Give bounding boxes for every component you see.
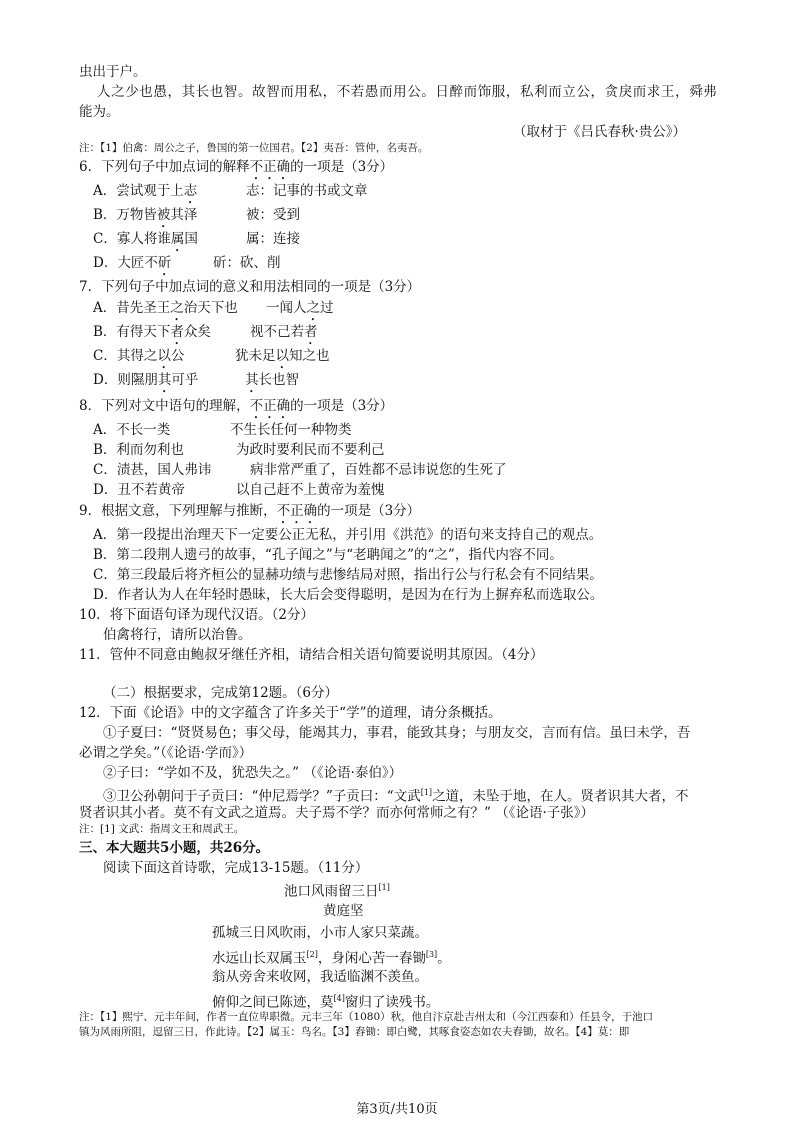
q7-option-d — [93, 372, 198, 396]
poem-text: 。 — [437, 950, 451, 967]
dotted-word: 属 — [170, 231, 185, 247]
q12-quote-1-cont: 必谓之学矣。”（《论语·学而》） — [79, 745, 253, 761]
poem-author: 黄庭坚 — [323, 903, 364, 919]
section-2-heading: （二）根据要求，完成第12题。（6分） — [103, 685, 339, 701]
q6-stem-text: 6．下列句子中加点词的解释 — [79, 159, 250, 175]
option-text: B．有得天下 — [93, 324, 171, 340]
q7-stem: 7．下列句子中加点词的意义和用法相同的一项是（3分） — [79, 279, 421, 295]
q8-stem-text: 的一项是（3分） — [290, 398, 394, 414]
q8-stem — [79, 398, 393, 422]
dotted-word: 以 — [275, 348, 289, 364]
passage-line: 虫出于户。 — [79, 64, 147, 80]
q10-stem: 10．将下面语句译为现代汉语。（2分） — [79, 607, 315, 623]
q8-option-d: D．丑不若黄帝 — [93, 482, 185, 498]
dotted-word: 斫 — [157, 255, 172, 271]
q9-stem-emph: 不正确 — [276, 503, 318, 519]
q8-gloss-a: 不生长任何一种物类 — [230, 422, 352, 438]
poem-line-3: 翁从旁舍来收网，我适临渊不羡鱼。 — [212, 969, 428, 985]
q11-stem: 11．管仲不同意由鲍叔牙继任齐相，请结合相关语句简要说明其原因。（4分） — [79, 647, 544, 663]
option-text: 众矣 — [183, 324, 211, 340]
dotted-word: 之 — [170, 300, 184, 316]
q10-sentence: 伯禽将行，请所以治鲁。 — [103, 627, 252, 643]
q6-gloss-b: 被：受到 — [246, 207, 300, 223]
passage-note: 注：【1】伯禽：周公之子，鲁国的第一位国君。【2】夷吾：管仲，名夷吾。 — [79, 142, 429, 154]
option-text: C．寡人将谁 — [93, 231, 171, 247]
q9-stem-text: 的一项是（3分） — [317, 503, 421, 519]
option-text: D．大匠不 — [93, 255, 158, 271]
dotted-word: 以 — [157, 348, 171, 364]
option-text: B．万物皆 — [93, 207, 157, 223]
poem-line-1: 孤城三日风吹雨，小市人家只菜蔬。 — [212, 925, 428, 941]
q7-option-b — [93, 324, 211, 348]
poem-line-4 — [212, 991, 439, 1011]
poem-line-2 — [212, 947, 451, 967]
q7-option-c — [93, 348, 184, 372]
dotted-word: 志 — [183, 183, 198, 199]
q6-option-d — [93, 255, 171, 279]
q8-gloss-c: 病非常严重了，百姓都不忌讳说您的生死了 — [250, 462, 507, 478]
quote-text: 之道，未坠于地，在人。贤者识其大者，不 — [432, 788, 689, 805]
poem-title-text: 池口风雨留三日 — [284, 883, 379, 900]
q6-stem-text: 的一项是（3分） — [290, 159, 394, 175]
dotted-word: 者 — [304, 324, 318, 340]
option-text: 犹未足 — [235, 348, 276, 364]
footnote-ref: [3] — [425, 950, 438, 959]
q7-option-a-pair — [266, 300, 334, 324]
passage-line: 人之少也愚，其长也智。故智而用私，不若愚而用公。日醉而饰服，私利而立公，贪戾而求王，舜弗 — [97, 84, 718, 100]
q6-option-c — [93, 231, 198, 255]
poem-note-line-1: 注：【1】熙宁、元丰年间，作者一直位卑职微。元丰三年（1080）秋，他自汴京赴吉州太和（今江西泰和）任县令，于池口 — [79, 1011, 654, 1023]
q8-option-b: B．利而勿利也 — [93, 442, 184, 458]
poem-title — [284, 880, 390, 900]
footnote-ref: [1] — [420, 788, 433, 797]
poem-text: 俯仰之间已陈迹，莫 — [212, 994, 334, 1011]
q7-option-d-pair — [245, 372, 299, 396]
option-text: 一闻人 — [266, 300, 307, 316]
q8-gloss-d: 以自己赶不上黄帝为羞愧 — [236, 482, 385, 498]
q8-option-c: C．渍甚，国人弗讳 — [93, 462, 212, 478]
q6-stem — [79, 159, 393, 183]
option-text: 可乎 — [171, 372, 199, 388]
section-3-intro: 阅读下面这首诗歌，完成13-15题。（11分） — [103, 860, 369, 876]
option-text: A．尝试观于上 — [93, 183, 184, 199]
q9-option-d: D．作者认为人在年轻时愚昧，长大后会变得聪明，是因为在行为上摒弃私而选取公。 — [93, 587, 604, 603]
option-text: D．则隰朋 — [93, 372, 158, 388]
q12-quote-1: ①子夏曰：“贤贤易色；事父母，能竭其力，事君，能致其身；与朋友交，言而有信。虽曰未学，吾 — [103, 725, 691, 741]
footnote-ref: [1] — [378, 883, 390, 892]
option-text: 治天下也 — [183, 300, 238, 316]
q12-note: 注：[1] 文武：指周文王和周武王。 — [79, 823, 245, 835]
dotted-word: 者 — [170, 324, 184, 340]
page-number: 第3页/共10页 — [356, 1102, 438, 1117]
q6-gloss-c: 属：连接 — [246, 231, 300, 247]
q12-quote-2: ②子曰：“学如不及，犹恐失之。” （《论语·泰伯》） — [103, 765, 403, 781]
poem-note-line-2: 镇为风雨所阻，逗留三日，作此诗。【2】属玉：鸟名。【3】舂锄：即白鹭，其啄食姿态如农夫舂锄，故名。【4】莫：即 — [79, 1026, 630, 1038]
q9-option-b: B．第二段荆人遗弓的故事，“孔子闻之”与“老聃闻之”的“之”，指代内容不同。 — [93, 547, 563, 563]
q8-stem-emph: 不正确 — [249, 398, 291, 414]
q8-option-a: A．不长一类 — [93, 422, 171, 438]
q12-quote-3 — [103, 785, 689, 805]
footnote-ref: [2] — [306, 950, 318, 959]
q9-stem — [79, 503, 420, 527]
passage-line: 能为。 — [79, 104, 120, 120]
q8-gloss-b: 为政时要利民而不要利己 — [236, 442, 385, 458]
option-text: 长也智 — [258, 372, 299, 388]
q9-stem-text: 9．根据文意，下列理解与推断， — [79, 503, 277, 519]
q6-gloss-d: 斫：砍、削 — [213, 255, 281, 271]
q7-option-c-pair — [235, 348, 330, 372]
q6-option-a — [93, 183, 197, 207]
q6-gloss-a: 志：记事的书或文章 — [246, 183, 368, 199]
section-3-heading: 三、本大题共5小题，共26分。 — [79, 840, 270, 856]
poem-text: ，身闲心苦一舂锄 — [317, 950, 426, 967]
dotted-word: 之 — [306, 300, 320, 316]
option-text: 知之也 — [289, 348, 330, 364]
poem-text: 水远山长双属玉 — [212, 950, 307, 967]
q9-option-a: A．第一段提出治理天下一定要公正无私，并引用《洪范》的语句来支持自己的观点。 — [93, 527, 603, 543]
dotted-word: 其 — [157, 372, 172, 388]
q12-stem: 12．下面《论语》中的文字蕴含了许多关于“学”的道理，请分条概括。 — [79, 705, 502, 721]
quote-text: ③卫公孙朝问于子贡曰：“仲尼焉学？”子贡曰：“文武 — [103, 788, 421, 805]
footnote-ref: [4] — [333, 994, 345, 1003]
option-text: C．其得之 — [93, 348, 158, 364]
q7-option-a — [93, 300, 238, 324]
q12-quote-3-cont: 贤者识其小者。莫不有文武之道焉。夫子焉不学？而亦何常师之有？” （《论语·子张》） — [79, 805, 594, 821]
q9-option-c: C．第三段最后将齐桓公的显赫功绩与悲惨结局对照，指出行公与行私会有不同结果。 — [93, 567, 603, 583]
dotted-word: 被 — [156, 207, 171, 223]
dotted-word: 其 — [245, 372, 259, 388]
poem-text: 窗归了读残书。 — [344, 994, 440, 1011]
option-text: 公 — [170, 348, 185, 364]
q8-stem-text: 8．下列对文中语句的理解， — [79, 398, 250, 414]
option-text: 视不己若 — [250, 324, 304, 340]
option-text: A．昔先圣王 — [93, 300, 171, 316]
q7-option-b-pair — [250, 324, 318, 348]
option-text: 其泽 — [170, 207, 198, 223]
q6-option-b — [93, 207, 197, 231]
q6-stem-emph: 不正确 — [249, 159, 291, 175]
option-text: 国 — [184, 231, 198, 247]
option-text: 过 — [320, 300, 334, 316]
passage-source: （取材于《吕氏春秋·贵公》） — [513, 124, 687, 140]
